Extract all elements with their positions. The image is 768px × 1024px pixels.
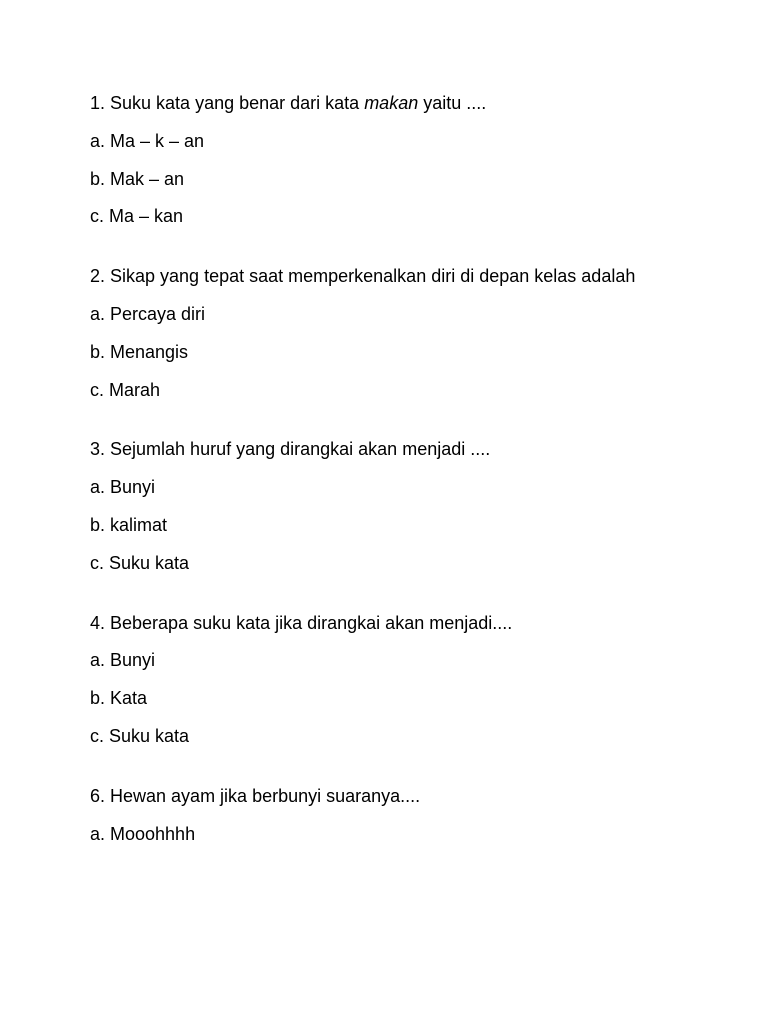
question-block-1 <box>90 92 730 227</box>
question-block-2 <box>90 265 730 400</box>
question-block-3 <box>90 438 730 573</box>
option-c: c. Ma – kan <box>90 206 184 227</box>
option-b: b. Menangis <box>90 341 189 362</box>
worksheet <box>90 92 730 882</box>
question-text: 4. Beberapa suku kata jika dirangkai akan menjadi.... <box>90 612 513 633</box>
option-a: a. Percaya diri <box>90 303 206 324</box>
option-a: a. Bunyi <box>90 477 156 498</box>
option-c: c. Suku kata <box>90 725 190 746</box>
question-text: 6. Hewan ayam jika berbunyi suaranya.... <box>90 785 421 806</box>
question-text <box>90 92 730 114</box>
question-block-6 <box>90 785 730 845</box>
option-c: c. Marah <box>90 379 161 400</box>
option-a: a. Bunyi <box>90 650 156 671</box>
option-b: b. Mak – an <box>90 168 185 189</box>
question-text: 3. Sejumlah huruf yang dirangkai akan menjadi .... <box>90 439 491 460</box>
option-a: a. Ma – k – an <box>90 130 205 151</box>
question-text-end: yaitu .... <box>418 93 487 113</box>
question-emphasis: makan <box>364 93 419 113</box>
option-a: a. Mooohhhh <box>90 823 196 844</box>
question-text-start: 1. Suku kata yang benar dari kata <box>90 93 365 113</box>
option-b: b. Kata <box>90 688 148 709</box>
option-b: b. kalimat <box>90 514 168 535</box>
option-c: c. Suku kata <box>90 552 190 573</box>
question-block-4 <box>90 612 730 747</box>
question-text: 2. Sikap yang tepat saat memperkenalkan diri di depan kelas adalah <box>90 266 636 287</box>
